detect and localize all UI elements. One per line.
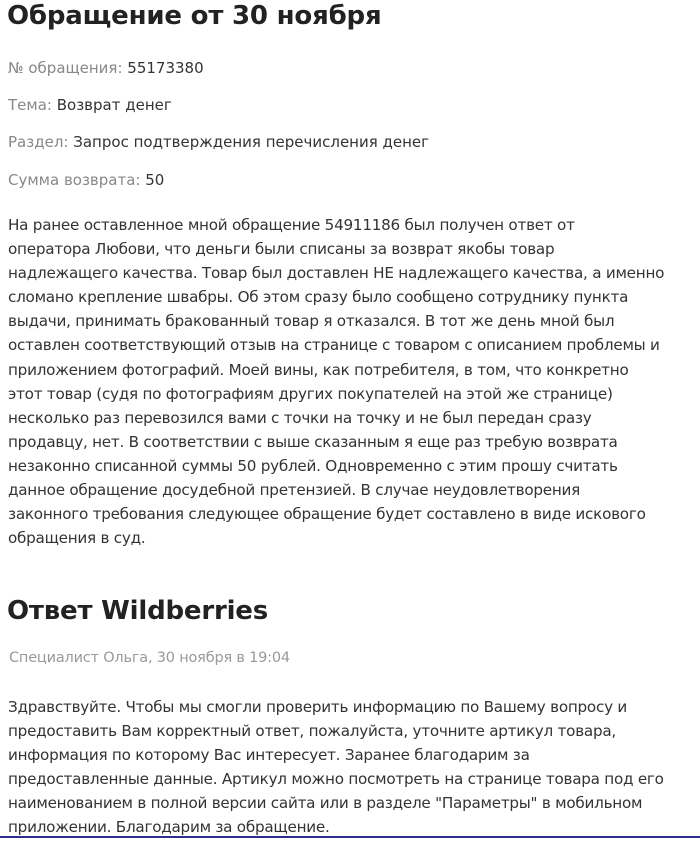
request-number-field [8,58,204,78]
refund-amount-field [8,170,164,190]
request-body-line: обращения в суд. [8,529,146,548]
bottom-divider [0,836,700,838]
request-body-line: данное обращение досудебной претензией. В случае неудовлетворения [8,481,581,500]
response-title: Ответ Wildberries [7,596,269,626]
request-number-value: 55173380 [127,59,204,77]
response-body-line: Здравствуйте. Чтобы мы смогли проверить информацию по Вашему вопросу и [8,698,628,716]
page-title: Обращение от 30 ноября [7,1,382,31]
section-value: Запрос подтверждения перечисления денег [73,133,430,151]
request-body-line: несколько раз перевозился вами с точки на точку и не был передан сразу [8,408,592,427]
request-body-line: надлежащего качества. Товар был доставлен НЕ надлежащего качества, а именно [8,264,665,283]
response-author: Специалист Ольга, 30 ноября в 19:04 [9,650,290,666]
request-body-line: На ранее оставленное мной обращение 54911186 был получен ответ от [8,216,575,234]
section-label: Раздел: [8,133,69,151]
request-body-line: приложением фотографий. Моей вины, как потребителя, в том, что конкретно [8,360,629,379]
request-body-line: сломано крепление швабры. Об этом сразу было сообщено сотруднику пункта [8,288,629,307]
request-body [8,213,696,550]
section-field [8,132,429,152]
refund-amount-label: Сумма возврата: [8,171,141,189]
request-body-line: продавцу, нет. В соответствии с выше сказанным я еще раз требую возврата [8,432,618,451]
request-body-line: выдачи, принимать бракованный товар я отказался. В тот же день мной был [8,312,615,331]
request-body-line: оставлен соответствующий отзыв на странице с товаром с описанием проблемы и [8,336,660,355]
response-body [8,695,696,840]
request-body-line: законного требования следующее обращение будет составлено в виде искового [8,505,646,524]
response-body-line: информация по которому Вас интересует. Заранее благодарим за [8,746,530,765]
refund-amount-value: 50 [145,171,165,189]
request-number-label: № обращения: [8,59,123,77]
topic-label: Тема: [8,96,52,114]
request-body-line: незаконно списанной суммы 50 рублей. Одновременно с этим прошу считать [8,456,618,475]
topic-field [8,95,172,115]
request-body-line: оператора Любови, что деньги были списаны за возврат якобы товар [8,240,555,259]
response-body-line: приложении. Благодарим за обращение. [8,818,330,837]
response-body-line: наименованием в полной версии сайта или в разделе "Параметры" в мобильном [8,794,643,813]
response-body-line: предоставленные данные. Артикул можно посмотреть на странице товара под его [8,770,664,789]
request-body-line: этот товар (судя по фотографиям других покупателей на этой же странице) [8,384,613,403]
response-body-line: предоставить Вам корректный ответ, пожалуйста, уточните артикул товара, [8,722,616,741]
topic-value: Возврат денег [56,96,172,114]
